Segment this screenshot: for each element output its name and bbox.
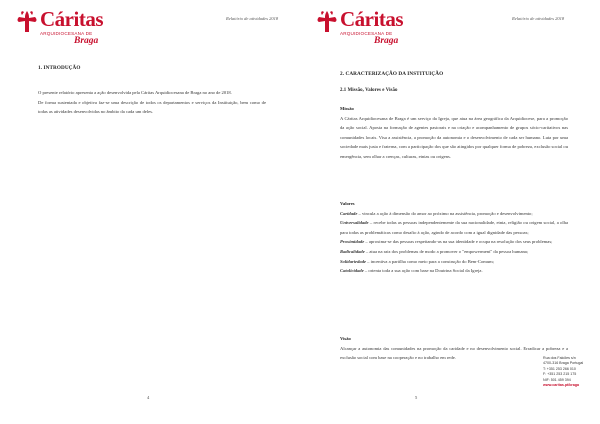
intro-body xyxy=(38,88,266,117)
footer-website-link[interactable]: www.caritas.pt/braga xyxy=(543,383,580,388)
mission-paragraph: A Cáritas Arquidiocesana de Braga é um serviço da Igreja, que atua na área geográfica da Arquidiocese, para a promoção da ação social. Aposta na formação de agentes pastorais e na criação e acompanhamento de grupos sócio-caritativos nas comunidades locais. Visa a assistência, a promoção da autonomia e o desenvolvimento de cada ser humano. Luta por uma sociedade mais justa e fraterna, com a participação dos que são atingidos por qualquer forma de pobreza, exclusão social ou emergência, sem olhar a crenças, culturas, etnias ou origens. xyxy=(340,115,568,159)
value-term: Caridade xyxy=(340,210,358,216)
value-term: Solidariedade xyxy=(340,258,367,264)
mission-section xyxy=(340,104,568,162)
logo-title: Cáritas xyxy=(340,7,403,31)
footer-phone: T: +351 253 266 010 xyxy=(543,366,576,371)
value-item xyxy=(340,266,568,276)
logo-city: Braga xyxy=(374,36,399,46)
paragraph: O presente relatório apresenta a ação desenvolvida pela Cáritas Arquidiocesana de Braga no ano de 2018. xyxy=(38,90,232,95)
mission-title: Missão xyxy=(340,106,354,111)
logo-subtitle: ARQUIDIOCESANA DE xyxy=(40,31,93,36)
footer-fax: F: +351 253 215 175 xyxy=(543,372,577,377)
values-section xyxy=(340,199,568,276)
footer-nif: NIF: 501 459 394 xyxy=(543,377,571,382)
logo-subtitle: ARQUIDIOCESANA DE xyxy=(340,31,393,36)
value-term: Proximidade xyxy=(340,239,365,245)
value-text: – aproxima-se das pessoas respeitando-as na sua identidade e ocupa na resolução dos seus problemas; xyxy=(364,239,553,245)
caritas-cross-icon xyxy=(16,10,38,34)
report-label: Relatório de atividades 2018 xyxy=(226,16,279,21)
footer-address-line2: 4700-316 Braga Portugal xyxy=(543,361,584,366)
caritas-cross-icon xyxy=(316,10,338,34)
value-text: – atua na raiz dos problemas de modo a promover o "empowerment" da pessoa humana; xyxy=(364,248,529,254)
page-number: 4 xyxy=(147,395,150,400)
footer-address-line1: Rua dos Falcões s/n xyxy=(543,356,576,360)
vision-paragraph: Alcançar a autonomia das comunidades na promoção da caridade e no desenvolvimento social. Erradicar a pobreza e a exclusão social com base na cooperação e no trabalho em rede. xyxy=(340,345,568,361)
value-item xyxy=(340,247,568,257)
value-term: Radicalidade xyxy=(340,248,365,254)
value-item xyxy=(340,218,568,237)
section-heading: 2. CARACTERIZAÇÃO DA INSTITUIÇÃO xyxy=(340,71,444,77)
caritas-logo xyxy=(16,8,136,48)
vision-section xyxy=(340,334,568,363)
values-title: Valores xyxy=(340,201,355,206)
document-page-right xyxy=(300,0,600,424)
section-subheading: 2.1 Missão, Valores e Visão xyxy=(340,88,398,93)
logo-city: Braga xyxy=(74,36,99,46)
value-term: Universalidade xyxy=(340,220,369,226)
paragraph: De forma sustentada e objetiva faz-se uma descrição de todos os departamentos e serviços da Instituição, bem como de todas as atividades desenvolvidas no âmbito da cada um deles. xyxy=(38,99,266,115)
value-text: – vincula a ação à dimensão do amor ao próximo na assistência, promoção e desenvolvimento; xyxy=(357,210,533,216)
value-item xyxy=(340,237,568,247)
section-heading: 1. INTRODUÇÃO xyxy=(38,65,81,71)
value-term: Catolicidade xyxy=(340,268,364,274)
value-text: – incentiva a partilha como meio para a construção do Bem-Comum; xyxy=(366,258,494,264)
value-text: – recebe todas as pessoas independentemente da sua nacionalidade, etnia, religião ou origem social, a olha para todas as problemáticas como desafio à ação, agindo de acordo com a igual dignidade das pessoas; xyxy=(340,220,568,235)
value-item xyxy=(340,209,568,219)
report-label: Relatório de atividades 2018 xyxy=(512,16,565,21)
value-item xyxy=(340,257,568,267)
caritas-logo xyxy=(316,8,436,48)
vision-title: Visão xyxy=(340,336,351,341)
page-number: 5 xyxy=(415,395,418,400)
logo-title: Cáritas xyxy=(40,7,103,31)
footer-contact xyxy=(543,356,583,388)
value-text: – orienta toda a sua ação com base na Doutrina Social da Igreja. xyxy=(363,268,483,274)
